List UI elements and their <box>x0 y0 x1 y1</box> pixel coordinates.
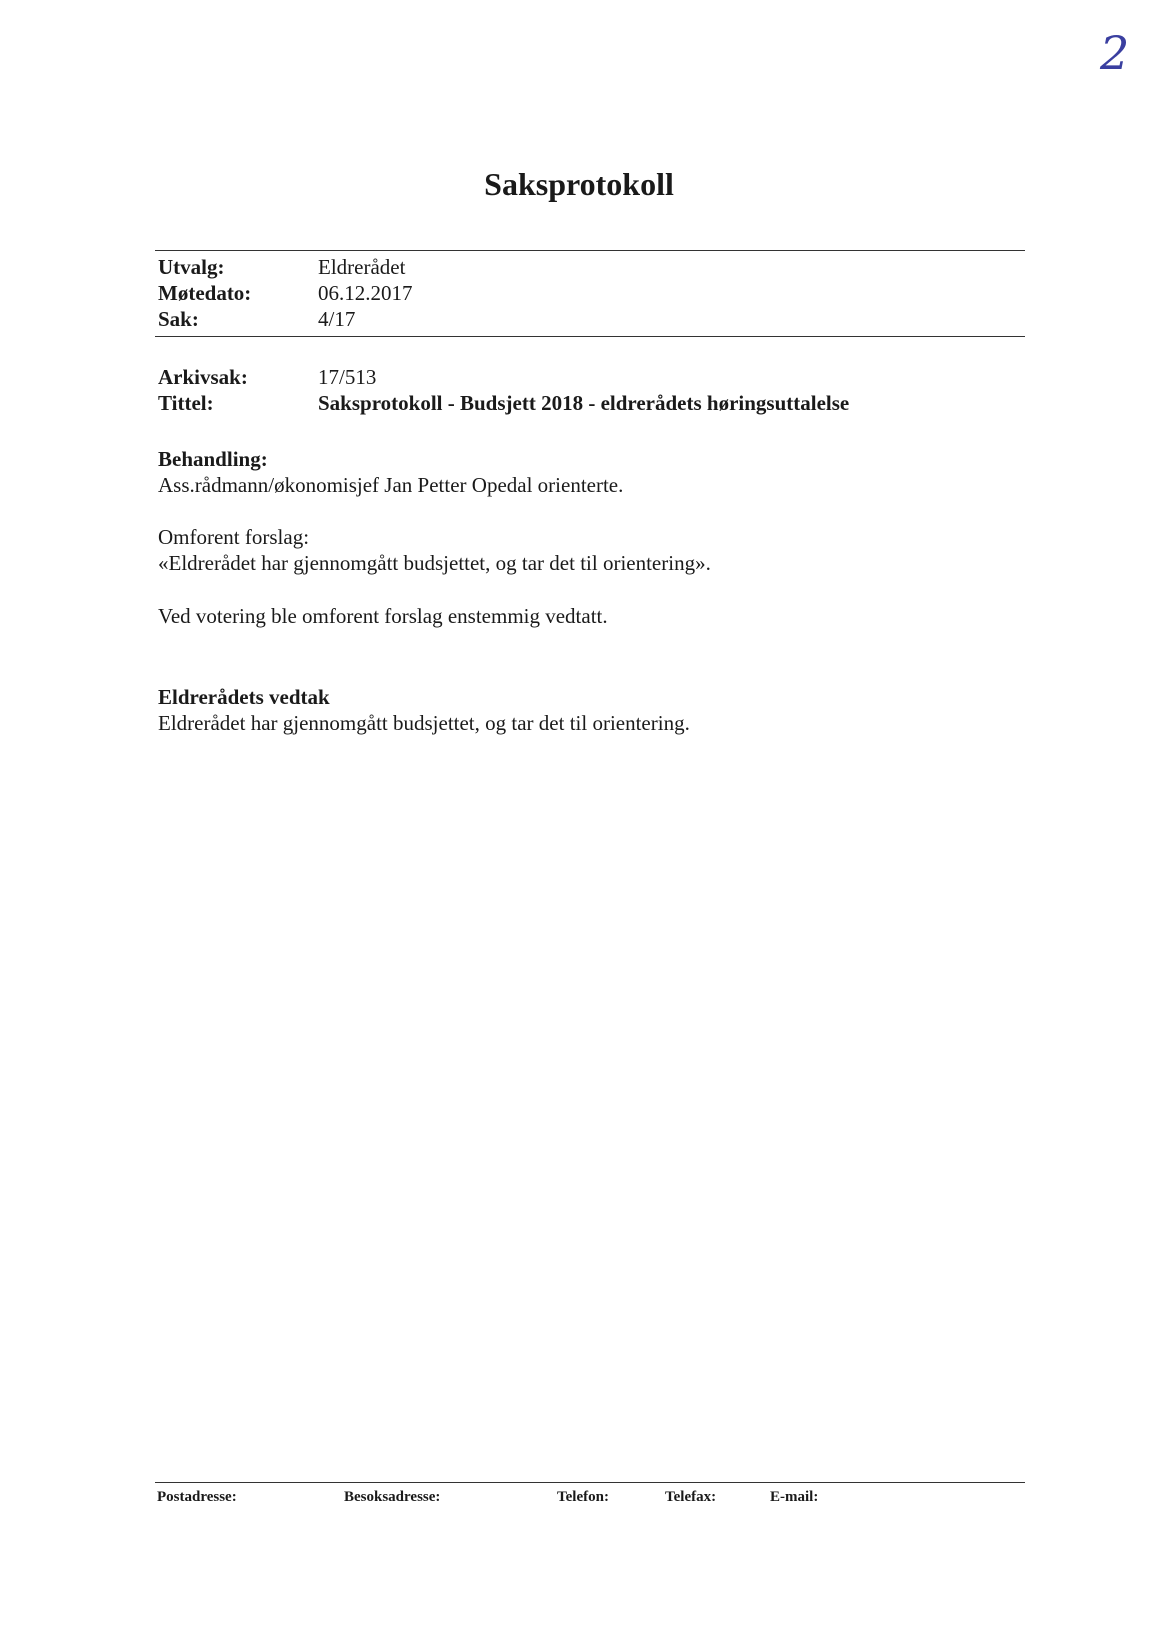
meta-row-tittel <box>158 390 849 416</box>
footer-telefax: Telefax: <box>665 1489 717 1505</box>
header-bottom-rule <box>155 336 1025 337</box>
utvalg-label: Utvalg: <box>158 255 225 279</box>
tittel-value: Saksprotokoll - Budsjett 2018 - eldrerådets høringsuttalelse <box>318 391 850 415</box>
header-top-rule <box>155 250 1025 251</box>
behandling-heading: Behandling: <box>158 447 268 471</box>
meta-row-utvalg <box>158 254 405 280</box>
sak-value: 4/17 <box>318 307 356 331</box>
arkivsak-value: 17/513 <box>318 365 377 389</box>
footer-postadresse: Postadresse: <box>157 1489 237 1505</box>
document-title: Saksprotokoll <box>484 166 674 202</box>
motedato-label: Møtedato: <box>158 281 252 305</box>
votering-section <box>158 603 608 629</box>
vedtak-section <box>158 684 690 736</box>
behandling-section <box>158 446 623 498</box>
vedtak-heading: Eldrerådets vedtak <box>158 685 330 709</box>
meta-row-sak <box>158 306 355 332</box>
footer-email: E-mail: <box>770 1489 819 1505</box>
utvalg-value: Eldrerådet <box>318 255 406 279</box>
sak-label: Sak: <box>158 307 199 331</box>
vedtak-text: Eldrerådet har gjennomgått budsjettet, og tar det til orientering. <box>158 711 690 735</box>
footer-besoksadresse: Besoksadresse: <box>344 1489 441 1505</box>
motedato-value: 06.12.2017 <box>318 281 413 305</box>
forslag-section <box>158 524 711 576</box>
behandling-text: Ass.rådmann/økonomisjef Jan Petter Opedal orienterte. <box>158 473 624 497</box>
forslag-label: Omforent forslag: <box>158 525 310 549</box>
meta-row-arkivsak <box>158 364 376 390</box>
votering-text: Ved votering ble omforent forslag enstemmig vedtatt. <box>158 604 608 628</box>
arkivsak-label: Arkivsak: <box>158 365 248 389</box>
handwritten-page-number: 2 <box>1100 26 1130 80</box>
forslag-text: «Eldrerådet har gjennomgått budsjettet, og tar det til orientering». <box>158 551 711 575</box>
footer-telefon: Telefon: <box>557 1489 609 1505</box>
footer-rule <box>155 1482 1025 1483</box>
meta-row-motedato <box>158 280 413 306</box>
tittel-label: Tittel: <box>158 391 214 415</box>
